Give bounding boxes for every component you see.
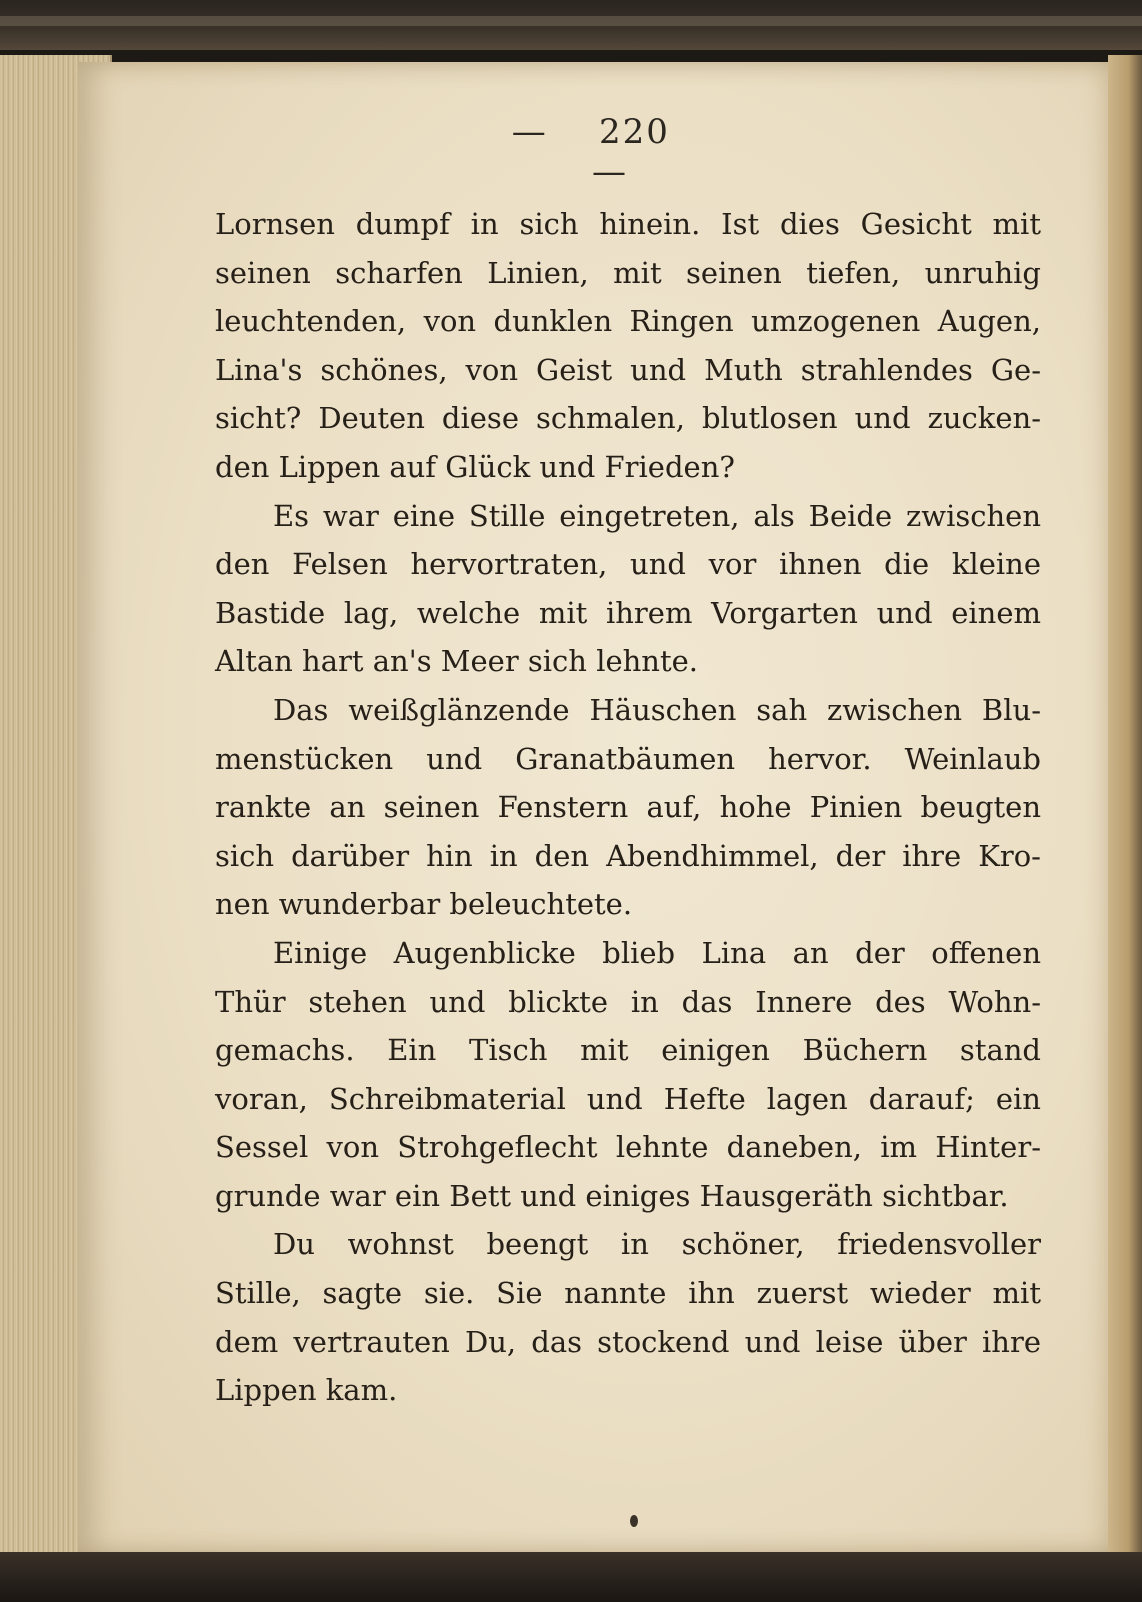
- text-line: leuchtenden, von dunklen Ringen umzogenen Augen,: [215, 304, 1041, 339]
- page-number-header: [500, 112, 720, 192]
- text-line: sich darüber hin in den Abendhimmel, der ihre Kro-: [215, 838, 1041, 873]
- text-line: Lippen kam.: [215, 1373, 398, 1408]
- text-line: Lornsen dumpf in sich hinein. Ist dies Gesicht mit: [215, 207, 1041, 241]
- book-cover-bottom: [0, 1552, 1142, 1602]
- text-line: Das weißglänzende Häuschen sah zwischen Blu-: [273, 692, 1041, 727]
- body-text: [215, 200, 1041, 1415]
- text-line: grunde war ein Bett und einiges Hausgeräth sichtbar.: [215, 1178, 1009, 1213]
- text-line: den Felsen hervortraten, und vor ihnen die kleine: [215, 547, 1041, 582]
- text-line: rankte an seinen Fenstern auf, hohe Pinien beugten: [215, 790, 1041, 825]
- text-line: menstücken und Granatbäumen hervor. Weinlaub: [215, 741, 1041, 776]
- text-line: gemachs. Ein Tisch mit einigen Büchern stand: [215, 1033, 1041, 1068]
- cover-top-strip: [0, 16, 1142, 26]
- text-line: Du wohnst beengt in schöner, friedensvoller: [273, 1227, 1041, 1262]
- text-line: Lina's schönes, von Geist und Muth strahlendes Ge-: [215, 352, 1041, 387]
- text-line: Sessel von Strohgeflecht lehnte daneben, im Hinter-: [215, 1130, 1041, 1165]
- text-line: Stille, sagte sie. Sie nannte ihn zuerst wieder mit: [215, 1276, 1041, 1311]
- text-line: den Lippen auf Glück und Frieden?: [215, 449, 735, 484]
- text-line: nen wunderbar beleuchtete.: [215, 887, 633, 922]
- page-number: 220: [598, 112, 670, 152]
- text-line: Einige Augenblicke blieb Lina an der offenen: [273, 935, 1041, 970]
- page-number-dash-right: —: [592, 152, 628, 192]
- text-line: dem vertrauten Du, das stockend und leise über ihre: [215, 1324, 1041, 1359]
- page-right-edge: [1108, 55, 1142, 1560]
- page-number-dash-left: —: [511, 112, 548, 152]
- text-line: Bastide lag, welche mit ihrem Vorgarten und einem: [215, 595, 1041, 630]
- text-line: Thür stehen und blickte in das Innere des Wohn-: [215, 984, 1041, 1019]
- text-line: voran, Schreibmaterial und Hefte lagen darauf; ein: [215, 1081, 1041, 1116]
- ink-speck: [630, 1515, 638, 1527]
- text-line: Altan hart an's Meer sich lehnte.: [215, 644, 699, 679]
- text-line: seinen scharfen Linien, mit seinen tiefen, unruhig: [215, 255, 1041, 290]
- text-line: sicht? Deuten diese schmalen, blutlosen und zucken-: [215, 401, 1041, 436]
- text-line: Es war eine Stille eingetreten, als Beide zwischen: [273, 498, 1041, 533]
